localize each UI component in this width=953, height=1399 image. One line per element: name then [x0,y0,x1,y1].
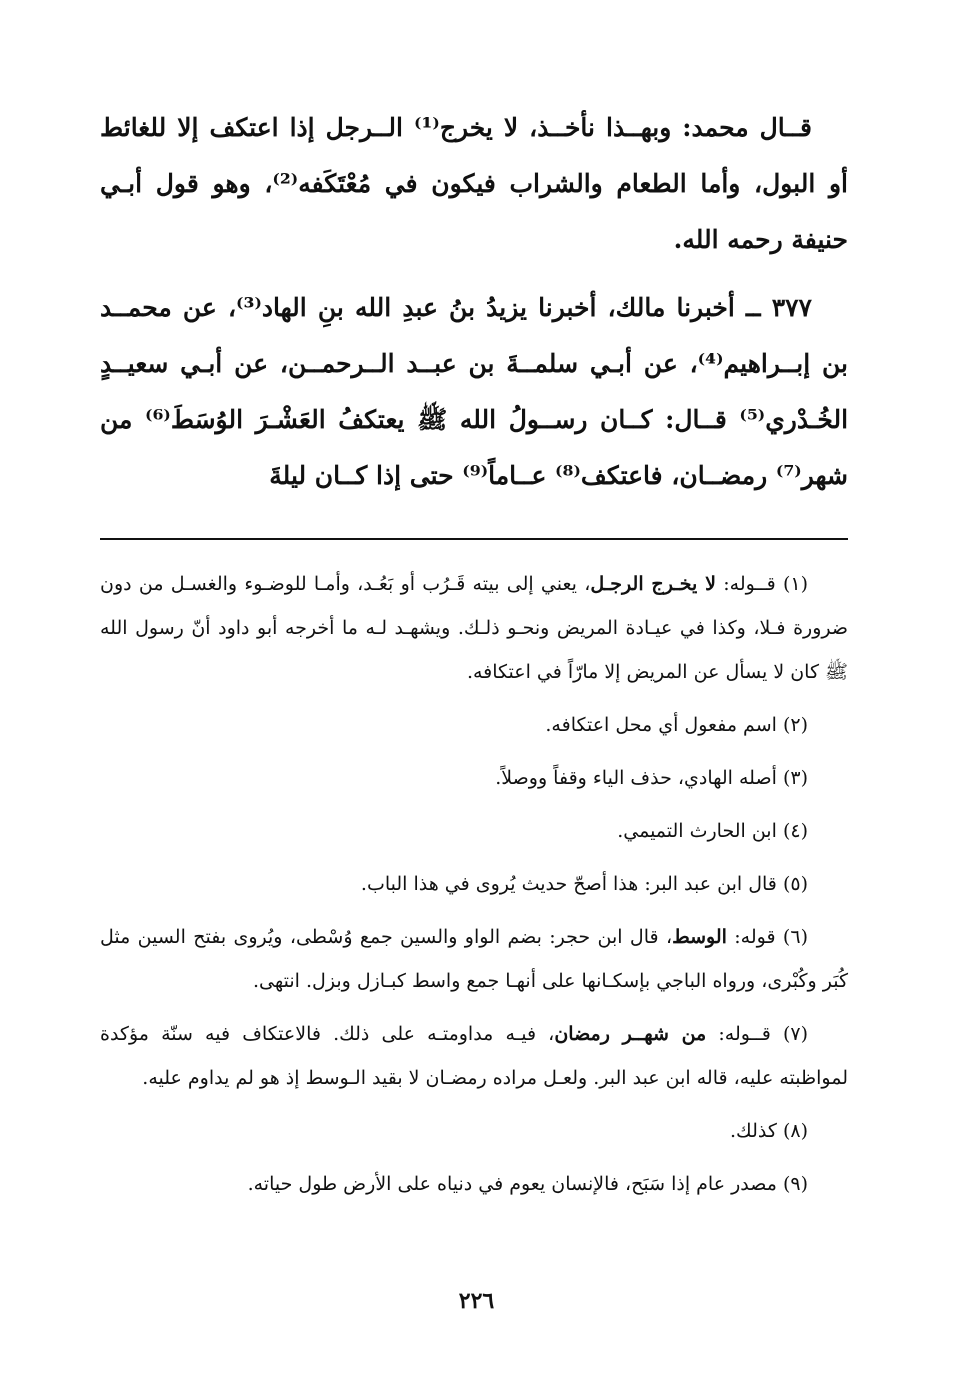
footnote-number: (٨) [782,1120,808,1142]
footnote-text: ابن الحارث التميمي. [617,820,777,842]
footnote-text: مصدر عام إذا سَبَح، فالإنسان يعوم في دنياه على الأرض طول حياته. [247,1173,777,1195]
footnote-3 [100,756,848,800]
footnote-text: قال ابن عبد البر: هذا أصحّ حديث يُروى في هذا الباب. [360,873,777,895]
main-paragraph-2: ٣٧٧ ــ أخبرنا مالك، أخبرنا يزيدُ بنُ عبدِ الله بنِ الهاد⁽³⁾، عن محمــد بن إبــراهيم⁽⁴⁾، عن أبـي سلمــةَ بن عبــد الــرحمــن، عن أبـي سعيــدٍ الخُـدْري⁽⁵⁾ قــال: كــان رســولُ الله ﷺ يعتكفُ العَشْـرَ الوُسَطَ⁽⁶⁾ من شهر⁽⁷⁾ رمضــان، فاعتكف⁽⁸⁾ عــاماً⁽⁹⁾ حتى إذا كــان ليلةَ [100,293,849,490]
footnote-number: (١) [782,573,808,595]
footnote-4 [100,809,848,853]
footnote-number: (٥) [782,873,808,895]
footnote-text: ، يعني إلى بيته قَـرُب أو بَعُـد، وأمـا للوضـوء والغسـل من دون ضرورة فـلا، وكذا في عيـادة المريض ونحـو ذلـك. ويشهـد لـه ما أخرجه أبو داود أنّ رسول الله ﷺ كان لا يسأل عن المريض إلا مارّاً في اعتكافه. [100,573,848,683]
footnote-number: (٦) [782,926,808,948]
main-paragraph-1: قــال محمد: وبهــذا نأخــذ، لا يخرج⁽¹⁾ الــرجل إذا اعتكف إلا للغائط أو البول، وأما الطعام والشراب فيكون في مُعْتَكَفه⁽²⁾، وهو قول أبـي حنيفة رحمه الله. [100,113,848,254]
footnote-lead: قوله: [734,926,776,948]
footnote-lead: قــوله: [723,573,776,595]
footnote-number: (٣) [782,767,808,789]
footnote-separator [100,538,848,540]
footnote-lead: قــوله: [718,1023,771,1045]
footnote-text: كذلك. [730,1120,777,1142]
footnote-number: (٢) [782,714,808,736]
footnotes [100,562,848,1206]
main-text [100,100,848,504]
footnote-text: ، قال ابن حجر: بضم الواو والسين جمع وُسْطى، ويُروى بفتح السين مثل كُبَر وكُبْرى، ورواه الباجي بإسكـانها على أنهـا جمع واسط كبـازل وبزل. انتهى. [100,926,848,992]
footnote-keyword: الوسط [672,926,727,948]
footnote-9 [100,1162,848,1206]
footnote-keyword: لا يخـرج الرجـل [590,573,716,595]
footnote-8 [100,1109,848,1153]
footnote-number: (٤) [782,820,808,842]
footnote-text: أصله الهادي، حذف الياء وقفاً ووصلاً. [495,767,777,789]
page-content [100,100,848,1206]
footnote-number: (٧) [782,1023,809,1045]
page-number: ٢٢٦ [458,1288,495,1314]
footnote-2 [100,703,848,747]
footnote-number: (٩) [782,1173,808,1195]
footnote-text: اسم مفعول أي محل اعتكافه. [545,714,777,736]
footnote-6 [100,915,848,1003]
footnote-text: ، فيـه مداومتـه على ذلك. فالاعتكاف فيه سنّة مؤكدة لمواظبته عليه، قاله ابن عبد البر. ولعـل مراده رمضـان لا بقيد الـوسط إذ هو لم يداوم عليه. [100,1023,848,1089]
footnote-1 [100,562,848,694]
footnote-7 [100,1012,848,1100]
footnote-keyword: من شهــر رمضان [554,1023,707,1045]
footnote-5 [100,862,848,906]
